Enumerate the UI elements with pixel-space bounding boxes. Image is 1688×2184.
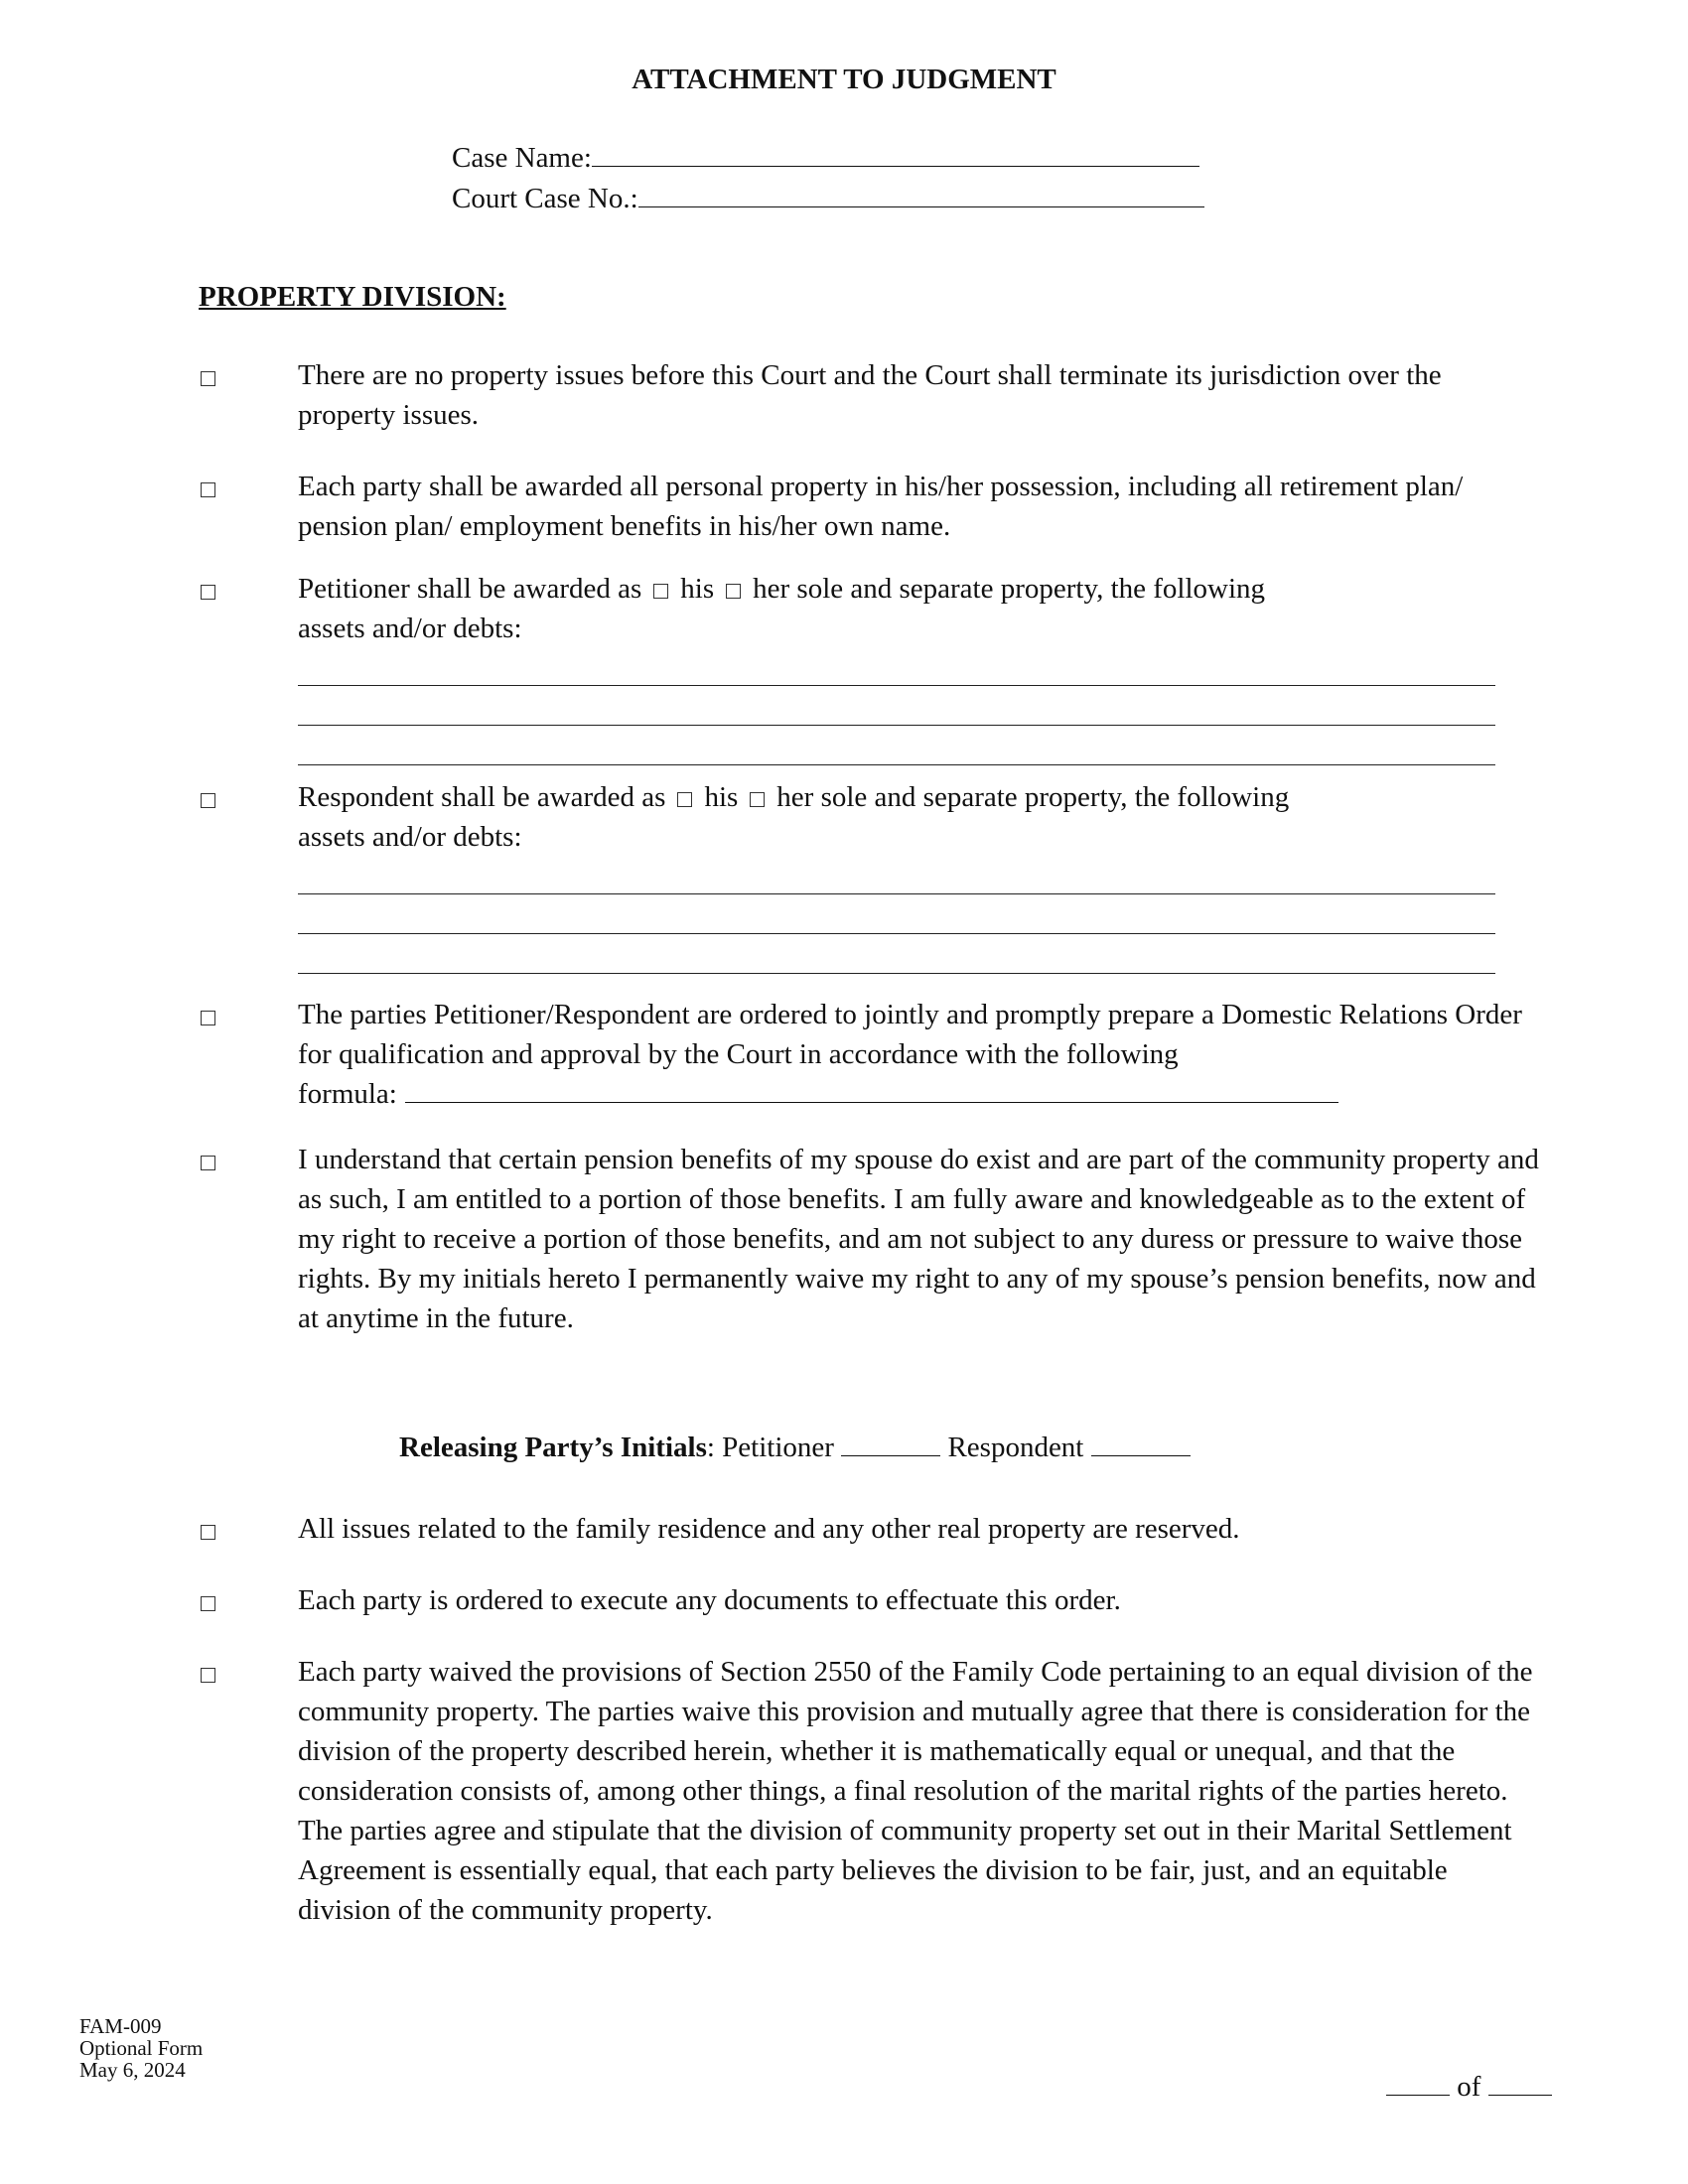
document-title: ATTACHMENT TO JUDGMENT	[632, 64, 1056, 95]
respondent-initials-field[interactable]	[1091, 1432, 1191, 1456]
respondent-award-lead: Respondent shall be awarded as	[298, 781, 666, 813]
respondent-assets-line-3[interactable]	[298, 973, 1495, 974]
checkbox-real-property-reserved[interactable]	[201, 1525, 215, 1540]
item-execute-documents: Each party is ordered to execute any documents to effectuate this order.	[298, 1584, 1121, 1616]
item-domestic-relations-order	[298, 995, 1539, 1114]
case-name-row	[452, 140, 1199, 175]
form-footer	[79, 2015, 203, 2081]
case-name-label: Case Name:	[452, 142, 592, 174]
initials-respondent-label: Respondent	[947, 1432, 1084, 1463]
form-date: May 6, 2024	[79, 2058, 186, 2082]
checkbox-petitioner-his[interactable]	[653, 584, 668, 599]
form-id: FAM-009	[79, 2014, 162, 2038]
respondent-assets-line-2[interactable]	[298, 933, 1495, 934]
respondent-his-label: his	[704, 781, 739, 813]
initials-colon: :	[706, 1432, 715, 1463]
checkbox-section-2550-waiver[interactable]	[201, 1668, 215, 1683]
court-case-no-row	[452, 181, 1204, 215]
item-no-property-issues: There are no property issues before this Court and the Court shall terminate its jurisdiction over the property issues.	[298, 359, 1442, 431]
checkbox-respondent-her[interactable]	[750, 792, 765, 807]
item-respondent-award	[298, 777, 1539, 857]
formula-field[interactable]	[405, 1078, 1338, 1103]
page-current-field[interactable]	[1386, 2071, 1450, 2096]
initials-label: Releasing Party’s Initials	[399, 1432, 707, 1463]
respondent-assets-line-1[interactable]	[298, 893, 1495, 894]
checkbox-pension-waiver[interactable]	[201, 1156, 215, 1170]
domestic-relations-order-text: The parties Petitioner/Respondent are ordered to jointly and promptly prepare a Domestic Relations Order for qualification and approval by the Court in accordance with the following	[298, 999, 1522, 1070]
checkbox-no-property-issues[interactable]	[201, 371, 215, 386]
form-type: Optional Form	[79, 2036, 204, 2060]
item-real-property-reserved: All issues related to the family residence and any other real property are reserved.	[298, 1513, 1240, 1545]
page-number	[1386, 2071, 1552, 2104]
petitioner-her-label: her sole and separate property, the following	[753, 573, 1266, 605]
petitioner-his-label: his	[680, 573, 715, 605]
page-total-field[interactable]	[1488, 2071, 1552, 2096]
item-petitioner-award	[298, 569, 1539, 648]
section-title-property-division: PROPERTY DIVISION:	[199, 281, 506, 313]
item-section-2550-waiver: Each party waived the provisions of Section 2550 of the Family Code pertaining to an equal division of the community property. The parties waive this provision and mutually agree that there is consideration for the division of the property described herein, whether it is mathematically equal or unequal, and that the consideration consists of, among other things, a final resolution of the marital rights of the parties hereto. The parties agree and stipulate that the division of community property set out in their Marital Settlement Agreement is essentially equal, that each party believes the division to be fair, just, and an equitable division of the community property.	[298, 1656, 1533, 1926]
item-pension-waiver: I understand that certain pension benefits of my spouse do exist and are part of the community property and as such, I am entitled to a portion of those benefits. I am fully aware and knowledgeable as to the extent of my right to receive a portion of those benefits, and am not subject to any duress or pressure to waive those rights. By my initials hereto I permanently waive my right to any of my spouse’s pension benefits, now and at anytime in the future.	[298, 1144, 1539, 1334]
checkbox-execute-documents[interactable]	[201, 1596, 215, 1611]
case-name-field[interactable]	[592, 140, 1199, 167]
petitioner-assets-line-1[interactable]	[298, 685, 1495, 686]
respondent-assets-label: assets and/or debts:	[298, 821, 522, 853]
initials-petitioner-label: Petitioner	[722, 1432, 834, 1463]
petitioner-award-lead: Petitioner shall be awarded as	[298, 573, 642, 605]
respondent-her-label: her sole and separate property, the following	[776, 781, 1290, 813]
checkbox-petitioner-award[interactable]	[201, 585, 215, 600]
item-personal-property: Each party shall be awarded all personal property in his/her possession, including all retirement plan/ pension plan/ employment benefits in his/her own name.	[298, 471, 1464, 542]
petitioner-initials-field[interactable]	[841, 1432, 940, 1456]
petitioner-assets-label: assets and/or debts:	[298, 613, 522, 644]
petitioner-assets-line-2[interactable]	[298, 725, 1495, 726]
checkbox-respondent-his[interactable]	[677, 792, 692, 807]
checkbox-domestic-relations-order[interactable]	[201, 1011, 215, 1025]
formula-label: formula:	[298, 1078, 397, 1110]
court-case-no-label: Court Case No.:	[452, 183, 638, 214]
checkbox-personal-property[interactable]	[201, 482, 215, 497]
court-case-no-field[interactable]	[638, 181, 1204, 207]
petitioner-assets-line-3[interactable]	[298, 764, 1495, 765]
checkbox-petitioner-her[interactable]	[726, 584, 741, 599]
releasing-party-initials-row	[399, 1432, 1191, 1464]
page-of-label: of	[1457, 2071, 1481, 2103]
checkbox-respondent-award[interactable]	[201, 793, 215, 808]
